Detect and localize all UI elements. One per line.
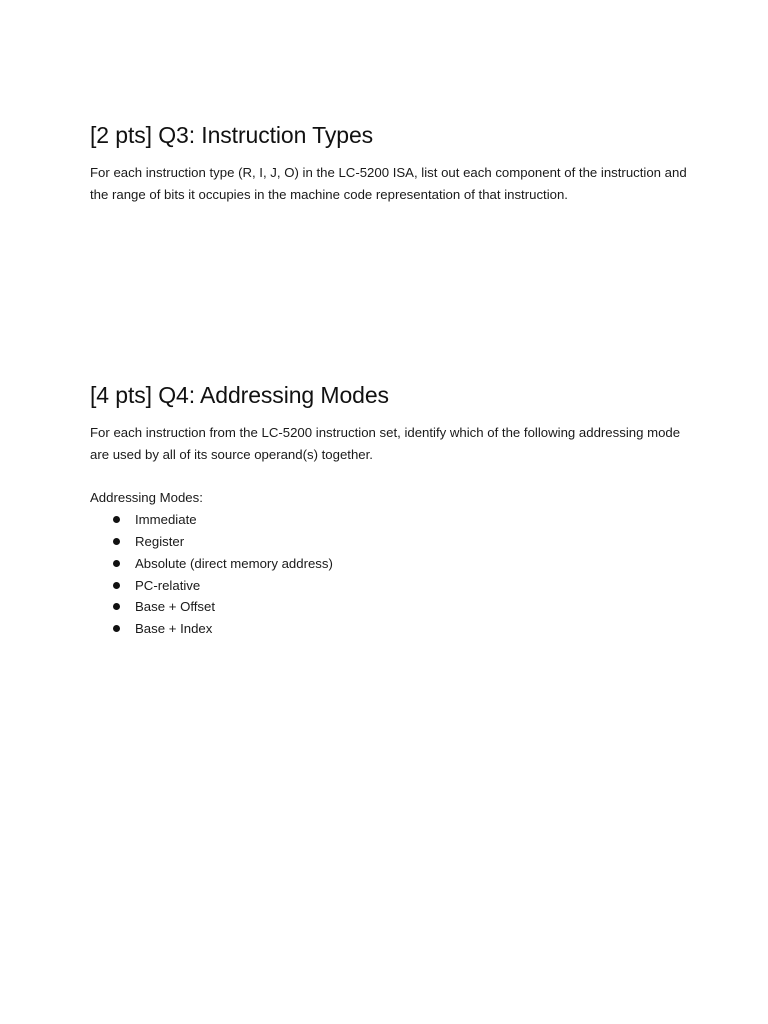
addressing-mode-label: Base + Offset [135,599,216,615]
addressing-mode-label: Absolute (direct memory address) [135,555,333,571]
question-4-title: [4 pts] Q4: Addressing Modes [90,382,389,408]
bullet-icon [113,538,120,545]
bullet-icon [113,516,120,523]
question-4-section [90,378,690,640]
list-item [90,596,690,618]
list-item [90,553,690,575]
list-item [90,531,690,553]
bullet-icon [113,603,120,610]
addressing-mode-label: PC-relative [135,577,201,593]
addressing-mode-label: Immediate [135,512,197,528]
question-3-body: For each instruction type (R, I, J, O) in the LC-5200 ISA, list out each component of the instruction and the range of bits it occupies in the machine code representation of that instruction. [90,165,687,202]
question-3-title: [2 pts] Q3: Instruction Types [90,122,374,148]
list-item [90,575,690,597]
addressing-mode-label: Base + Index [135,621,213,637]
list-item [90,509,690,531]
question-4-body: For each instruction from the LC-5200 instruction set, identify which of the following addressing mode are used by all of its source operand(s) together. [90,425,681,462]
addressing-mode-label: Register [135,533,185,549]
bullet-icon [113,582,120,589]
question-3-section [90,118,690,206]
addressing-modes-list [90,509,690,640]
bullet-icon [113,560,120,567]
list-item [90,618,690,640]
bullet-icon [113,625,120,632]
addressing-modes-label: Addressing Modes: [90,490,203,506]
